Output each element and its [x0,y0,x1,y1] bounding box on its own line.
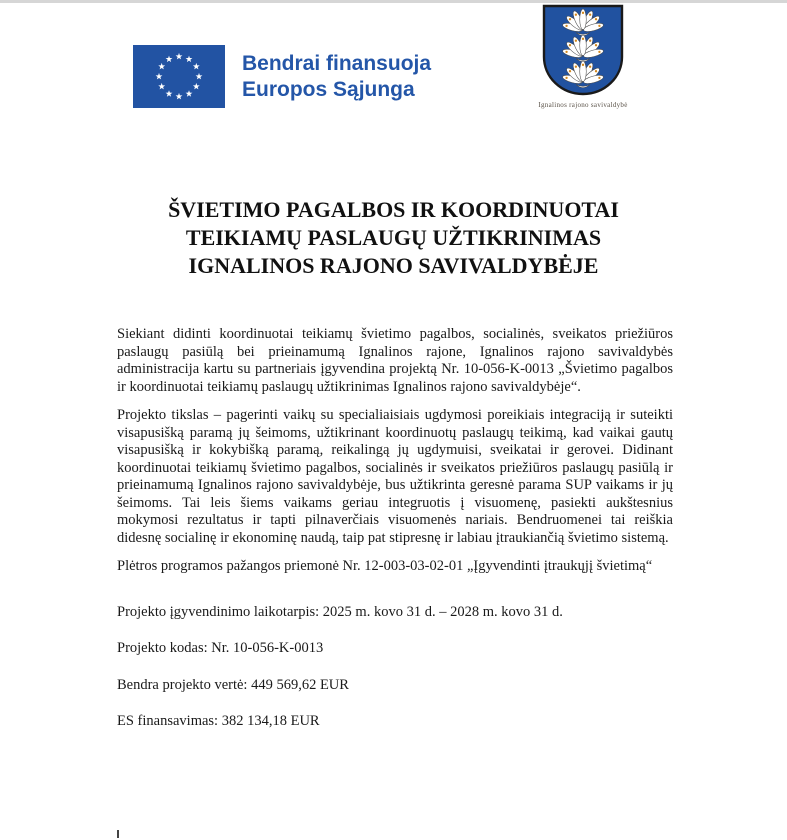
document-body [117,326,673,750]
document-title-line2: TEIKIAMŲ PASLAUGŲ UŽTIKRINIMAS [185,225,602,250]
paragraph-programme-measure: Plėtros programos pažangos priemonė Nr. 12-003-03-02-01 „Įgyvendinti įtraukųjį švietimą“ [117,558,653,574]
document-title-line1: ŠVIETIMO PAGALBOS IR KOORDINUOTAI [168,197,619,222]
document-title-line3: IGNALINOS RAJONO SAVIVALDYBĖJE [188,253,599,278]
eu-logo-caption-line1: Bendrai finansuoja [242,51,432,75]
eu-logo-caption-line2: Europos Sąjunga [242,77,415,101]
detail-implementation-period: Projekto įgyvendinimo laikotarpis: 2025 m. kovo 31 d. – 2028 m. kovo 31 d. [117,603,563,620]
eu-cofunding-logo [133,45,431,108]
project-details [117,604,673,731]
eu-logo-caption [242,51,431,103]
eu-flag-icon [133,45,225,108]
detail-eu-funding: ES finansavimas: 382 134,18 EUR [117,713,320,729]
coat-of-arms-shield-icon [542,4,624,98]
text-caret-mark [117,830,119,838]
paragraph-project-goal: Projekto tikslas – pagerinti vaikų su specialiaisiais ugdymosi poreikiais integraciją ir suteikti visapusišką paramą jų šeimoms, užtikrinant koordinuotų paslaugų teikimą, kad vaikai gautų visapusišką ir kokybišką paramą, reikalingą jų ugdymuisi, sveikatai ir gerovei. Didinant koordinuotai teikiamų švietimo pagalbos, socialinės ir sveikatos priežiūros paslaugų pasiūlą ir prieinamumą Ignalinos rajono savivaldybėje, bus užtikrinta geresnė parama SUP vaikams ir jų šeimoms. Tai leis šiems vaikams geriau integruotis į visuomenę, pasiekti aukštesnius mokymosi rezultatus ir tapti pilnaverčiais visuomenės nariais. Bendruomenei tai reiškia didesnę socialinę ir ekonominę naudą, taip pat stipresnę ir labiau įtraukiančią švietimo sistemą. [117,407,673,546]
paragraph-project-intro: Siekiant didinti koordinuotai teikiamų švietimo pagalbos, socialinės, sveikatos priežiūros paslaugų pasiūlą bei prieinamumą Ignalinos rajone, Ignalinos rajono savivaldybės administracija kartu su partneriais įgyvendina projektą Nr. 10-056-K-0013 „Švietimo pagalbos ir koordinuotai teikiamų paslaugų užtikrinimas Ignalinos rajono savivaldybėje“. [117,326,673,395]
detail-project-code: Projekto kodas: Nr. 10-056-K-0013 [117,640,324,656]
coat-of-arms-caption: Ignalinos rajono savivaldybė [538,101,628,109]
detail-total-value: Bendra projekto vertė: 449 569,62 EUR [117,676,349,693]
page-top-border [0,0,787,3]
coat-of-arms [528,4,638,109]
document-title [0,196,787,280]
